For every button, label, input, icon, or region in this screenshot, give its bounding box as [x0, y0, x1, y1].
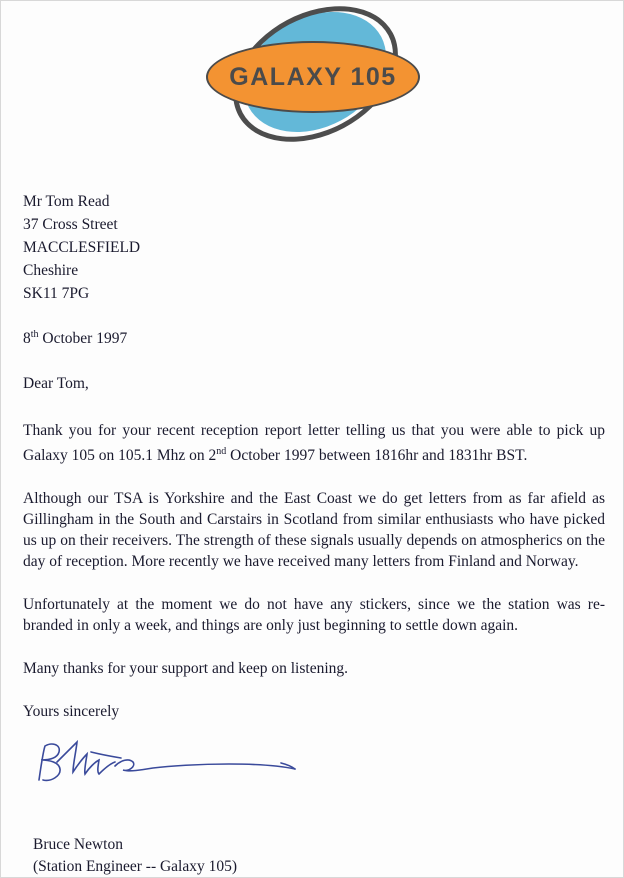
letter-date — [23, 324, 605, 349]
date-day: 8 — [23, 330, 31, 348]
paragraph-3: Unfortunately at the moment we do not have any stickers, since we the station was re-branded in only a week, and things are only just beginning to settle down again. — [23, 596, 605, 635]
galaxy-105-logo — [198, 11, 428, 141]
date-ordinal: th — [30, 329, 39, 340]
paragraph-2: Although our TSA is Yorkshire and the East Coast we do get letters from as far afield as Gillingham in the South and Carstairs in Scotland from similar enthusiasts who have picked us up on their receivers. The strength of these signals usually depends on atmospherics on the day of reception. More recently we have received many letters from Finland and Norway. — [23, 490, 605, 571]
paragraph-1-part-b: October 1997 between 1816hr and 1831hr BST. — [226, 447, 528, 465]
logo-station-name: GALAXY 105 — [229, 62, 397, 91]
letter-body — [23, 191, 605, 728]
signature-image — [29, 736, 299, 796]
recipient-address-block — [23, 191, 605, 304]
recipient-town: MACCLESFIELD — [23, 239, 141, 256]
recipient-street: 37 Cross Street — [23, 216, 118, 233]
date-rest: October 1997 — [38, 330, 128, 348]
recipient-name: Mr Tom Read — [23, 193, 110, 210]
signer-block — [33, 834, 237, 878]
recipient-county: Cheshire — [23, 262, 79, 279]
salutation: Dear Tom, — [23, 375, 89, 393]
paragraph-1 — [23, 420, 605, 466]
closing: Yours sincerely — [23, 703, 120, 721]
paragraph-4: Many thanks for your support and keep on listening. — [23, 660, 349, 678]
paragraph-1-ordinal: nd — [216, 446, 227, 458]
signer-name: Bruce Newton — [33, 836, 123, 853]
recipient-postcode: SK11 7PG — [23, 285, 90, 302]
signer-title: (Station Engineer -- Galaxy 105) — [33, 858, 238, 875]
paragraph-1-part-a: Thank you for your recent reception report letter telling us that you were able to pick up Galaxy 105 on 105.1 Mhz on 2 — [23, 422, 605, 465]
